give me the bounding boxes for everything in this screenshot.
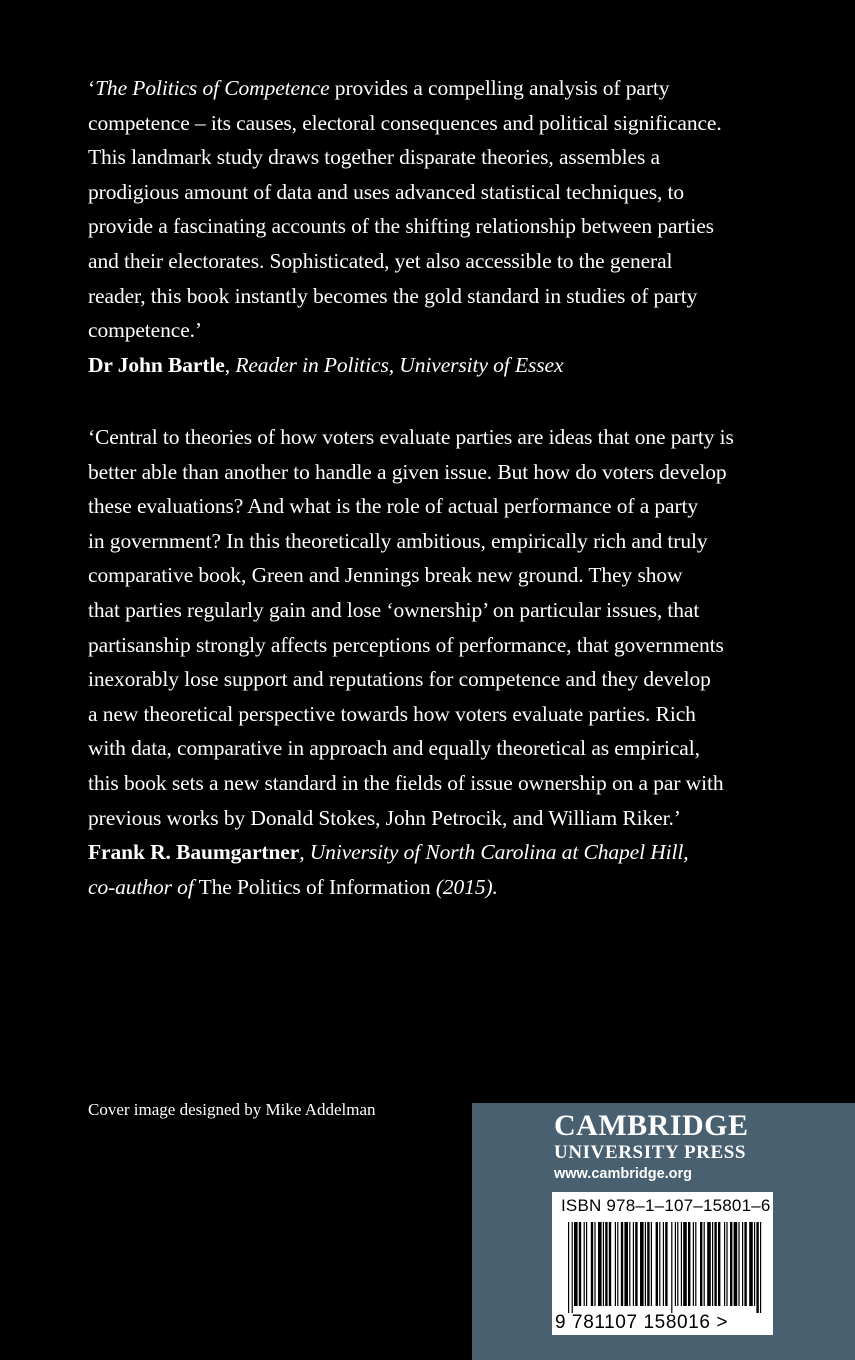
quote-line: provide a fascinating accounts of the shifting relationship between parties <box>88 214 714 239</box>
isbn-barcode-box <box>552 1192 773 1335</box>
quote-line: ‘Central to theories of how voters evaluate parties are ideas that one party is <box>88 425 734 449</box>
coauthor-note: co-author of <box>88 874 194 899</box>
quote-line: this book sets a new standard in the fields of issue ownership on a par with <box>88 770 724 795</box>
quote-line: that parties regularly gain and lose ‘ownership’ on particular issues, that <box>88 597 700 622</box>
publisher-name: CAMBRIDGE <box>554 1109 749 1142</box>
quote-line: and their electorates. Sophisticated, yet also accessible to the general <box>88 248 673 273</box>
endorsement-bartle <box>88 71 768 382</box>
author-name: Frank R. Baumgartner <box>88 840 300 865</box>
book-title: The Politics of Competence <box>95 76 330 100</box>
endorsement-baumgartner <box>88 420 768 904</box>
attribution-line-2 <box>88 870 768 905</box>
attribution <box>88 835 768 870</box>
author-affiliation: , University of North Carolina at Chapel Hill, <box>299 840 689 865</box>
quote-line: prodigious amount of data and uses advanced statistical techniques, to <box>88 179 685 204</box>
cover-image-credit: Cover image designed by Mike Addelman <box>88 1100 376 1119</box>
quote-line: in government? In this theoretically ambitious, empirically rich and truly <box>88 528 708 553</box>
quote-line: with data, comparative in approach and equally theoretical as empirical, <box>88 736 700 761</box>
author-affiliation: , Reader in Politics, University of Essex <box>224 352 564 377</box>
quote-line: these evaluations? And what is the role of actual performance of a party <box>88 494 699 519</box>
quote-line: This landmark study draws together disparate theories, assembles a <box>88 145 660 170</box>
quote-line: a new theoretical perspective towards how voters evaluate parties. Rich <box>88 701 696 726</box>
publisher-url: www.cambridge.org <box>554 1166 693 1182</box>
quote-line: partisanship strongly affects perceptions of performance, that governments <box>88 632 724 657</box>
attribution <box>88 348 768 383</box>
referenced-book-title: The Politics of Information <box>193 874 436 899</box>
quote-line: competence – its causes, electoral consequences and political significance. <box>88 110 722 135</box>
publisher-imprint <box>554 1109 778 1184</box>
publisher-subname: UNIVERSITY PRESS <box>554 1142 747 1163</box>
barcode-digits: 9 781107 158016 > <box>555 1312 729 1333</box>
quote-line: inexorably lose support and reputations for competence and they develop <box>88 667 711 692</box>
quote-line: ‘The Politics of Competence provides a compelling analysis of party <box>88 76 670 100</box>
quote-line: previous works by Donald Stokes, John Petrocik, and William Riker.’ <box>88 805 681 830</box>
referenced-book-year: (2015). <box>435 874 498 899</box>
quote-line: reader, this book instantly becomes the gold standard in studies of party <box>88 283 698 308</box>
publisher-panel <box>472 1103 855 1360</box>
quote-line: competence.’ <box>88 318 202 343</box>
quote-line: comparative book, Green and Jennings break new ground. They show <box>88 563 683 588</box>
author-name: Dr John Bartle <box>88 352 225 377</box>
quote-line: better able than another to handle a given issue. But how do voters develop <box>88 459 727 484</box>
isbn-label: ISBN 978–1–107–15801–6 <box>561 1196 771 1215</box>
